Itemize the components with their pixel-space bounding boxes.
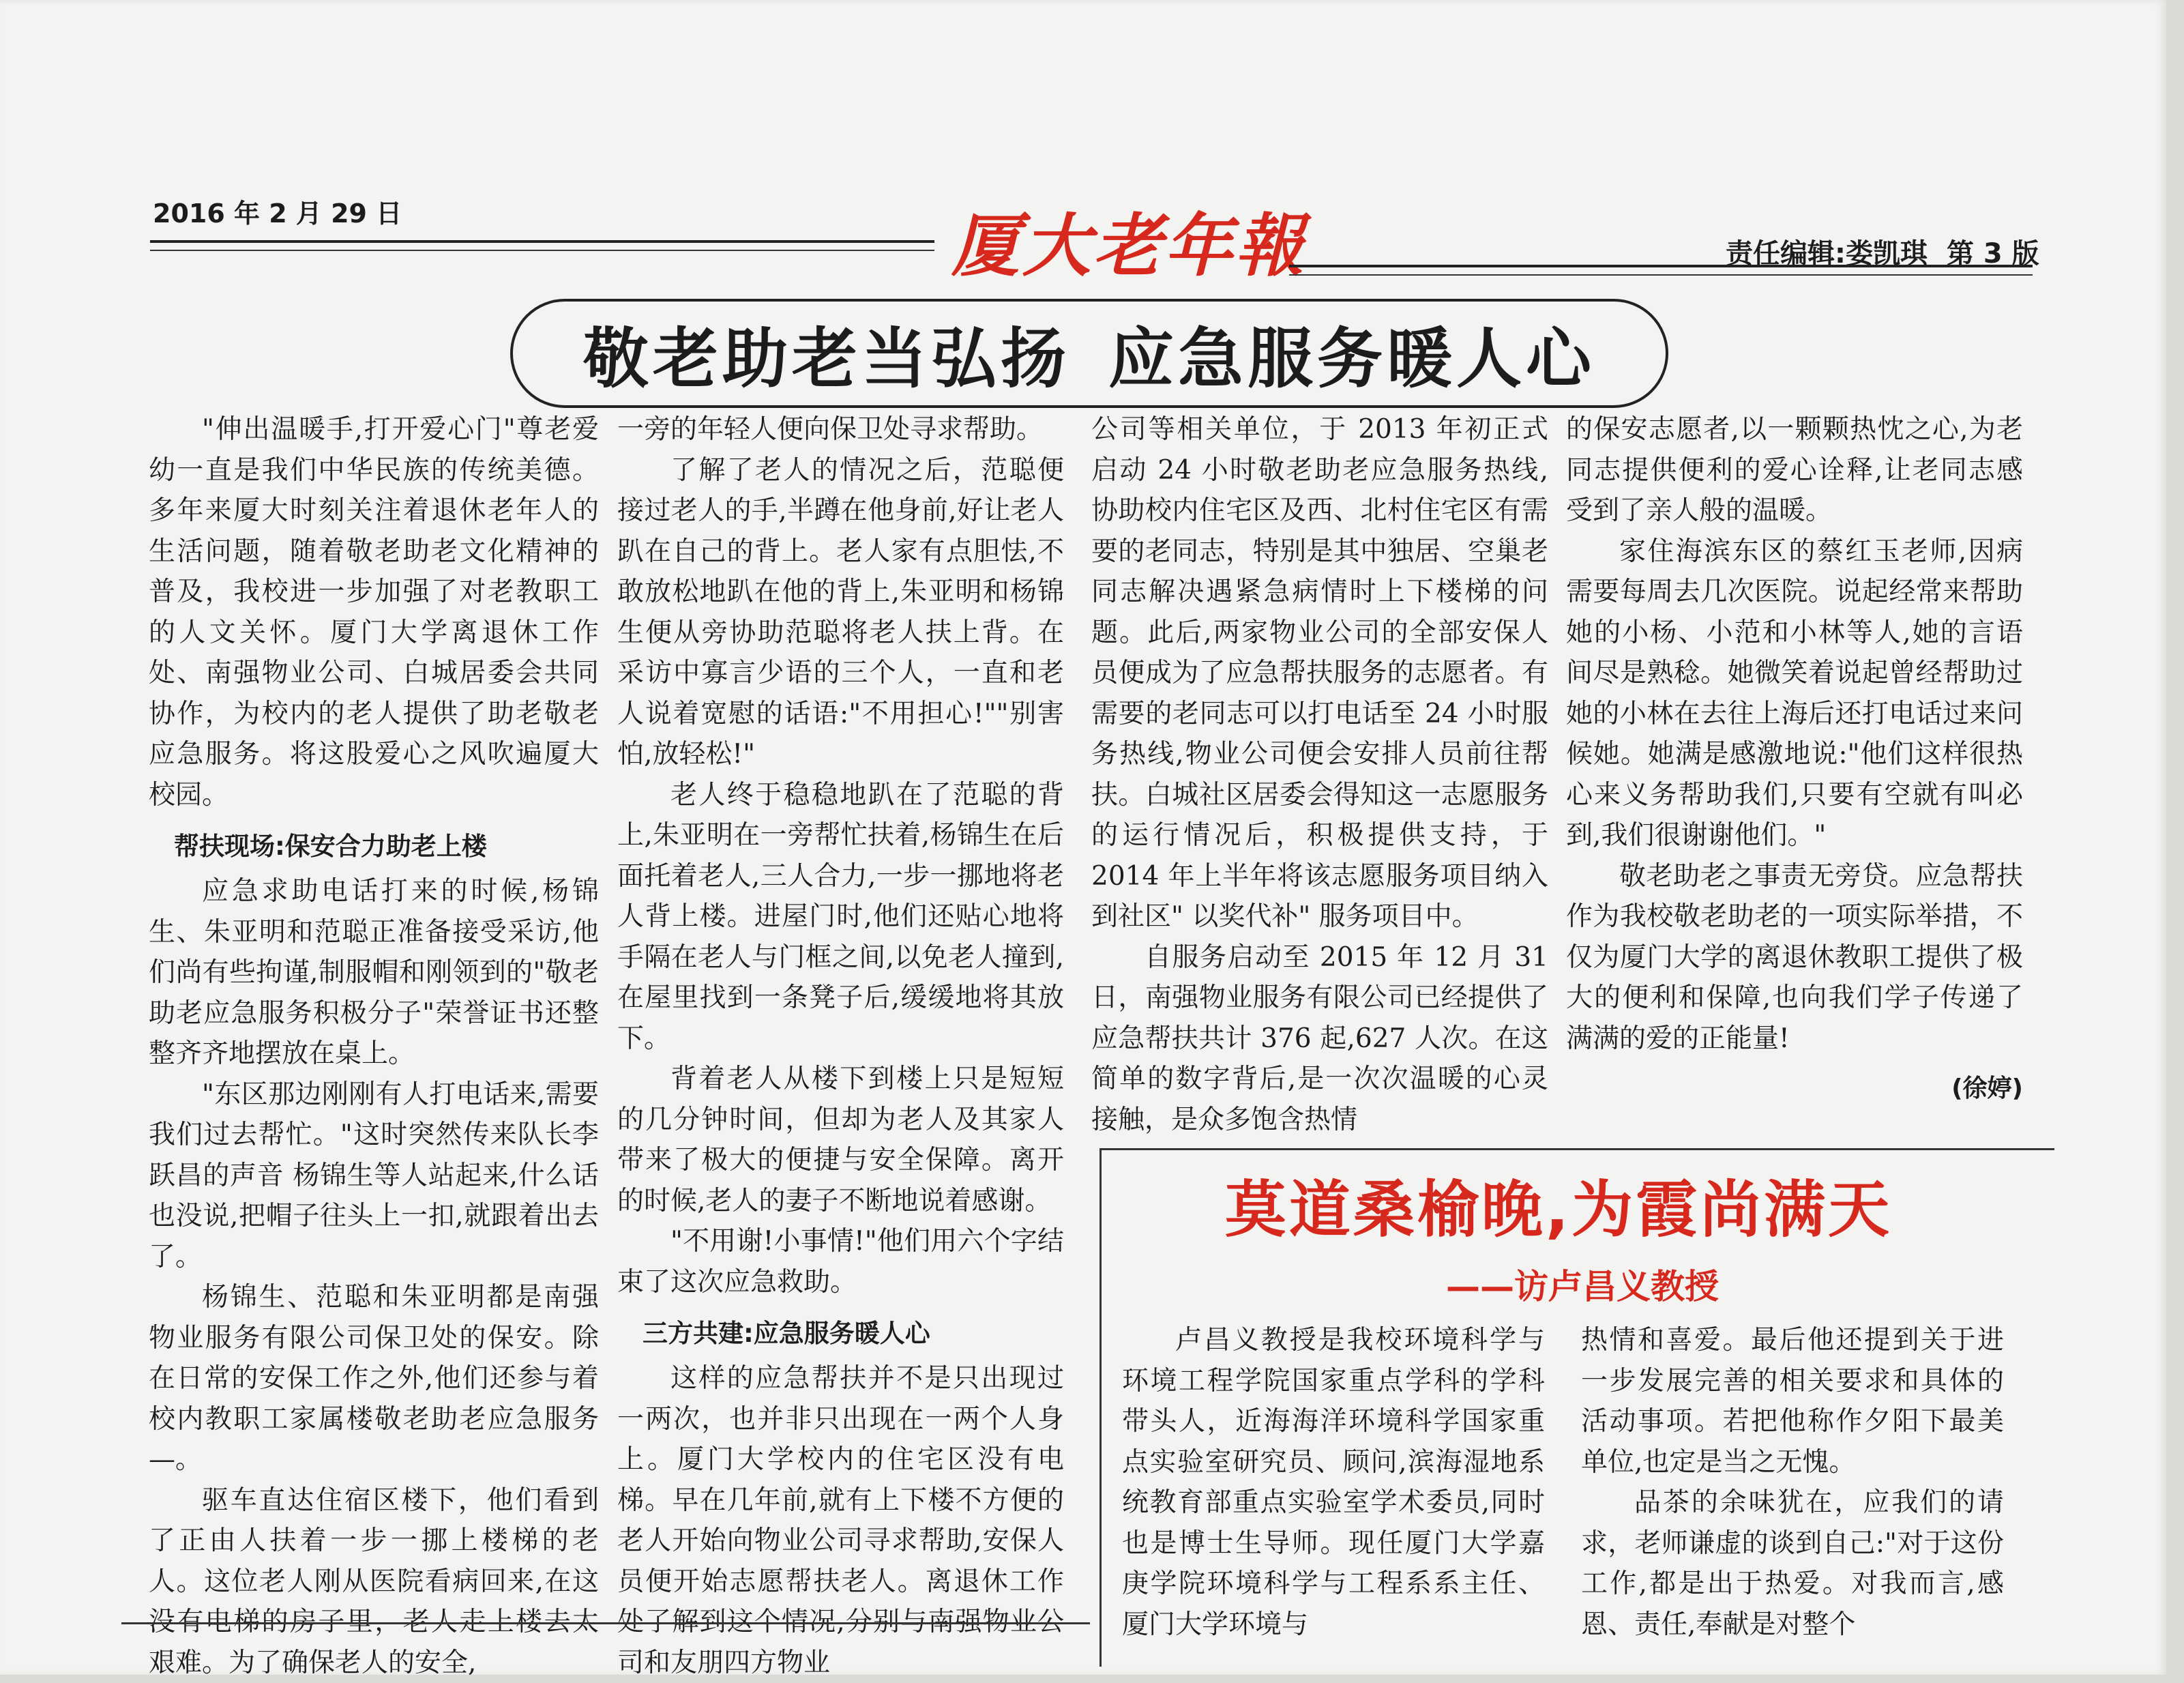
article-byline: (徐婷) (1566, 1068, 2023, 1109)
paragraph: 的保安志愿者,以一颗颗热忱之心,为老同志提供便利的爱心诠释,让老同志感受到了亲人般的温暖。 (1566, 409, 2023, 531)
paragraph: 敬老助老之事责无旁贷。应急帮扶作为我校敬老助老的一项实际举措，不仅为厦门大学的离退休教职工提供了极大的便利和保障,也向我们学子传递了满满的爱的正能量! (1566, 856, 2023, 1059)
paragraph: 驱车直达住宿区楼下，他们看到了正由人扶着一步一挪上楼梯的老人。这位老人刚从医院看病回来,在这没有电梯的房子里，老人走上楼去太艰难。为了确保老人的安全, (149, 1480, 599, 1683)
paragraph: 品茶的余味犹在，应我们的请求，老师谦虚的谈到自己:"对于这份工作,都是出于热爱。对我而言,感恩、责任,奉献是对整个 (1581, 1482, 2004, 1645)
paragraph: 背着老人从楼下到楼上只是短短的几分钟时间，但却为老人及其家人带来了极大的便捷与安全保障。离开的时候,老人的妻子不断地说着感谢。 (617, 1059, 1064, 1221)
article-column-1 (149, 409, 599, 1683)
paragraph: 公司等相关单位，于 2013 年初正式启动 24 小时敬老助老应急服务热线,协助校内住宅区及西、北村住宅区有需要的老同志，特别是其中独居、空巢老同志解决遇紧急病情时上下楼梯的问题。此后,两家物业公司的全部安保人员便成为了应急帮扶服务的志愿者。有需要的老同志可以打电话至 24 小时服务热线,物业公司便会安排人员前往帮扶。白城社区居委会得知这一志愿服务的运行情况后，积极提供支持，于 2014 年上半年将该志愿服务项目纳入到社区" 以奖代补" 服务项目中。 (1091, 409, 1548, 937)
editor-name: 责任编辑:娄凯琪 (1726, 238, 1928, 269)
paragraph: 了解了老人的情况之后，范聪便接过老人的手,半蹲在他身前,好让老人趴在自己的背上。老人家有点胆怯,不敢放松地趴在他的背上,朱亚明和杨锦生便从旁协助范聪将老人扶上背。在采访中寡言少语的三个人，一直和老人说着宽慰的话语:"不用担心!""别害怕,放轻松!" (617, 450, 1064, 775)
issue-date: 2016 年 2 月 29 日 (153, 192, 402, 230)
paragraph: 家住海滨东区的蔡红玉老师,因病需要每周去几次医院。说起经常来帮助她的小杨、小范和小林等人,她的言语间尽是熟稔。她微笑着说起曾经帮助过她的小林在去往上海后还打电话过来问候她。她满是感激地说:"他们这样很热心来义务帮助我们,只要有空就有叫必到,我们很谢谢他们。" (1566, 531, 2023, 856)
masthead-logo: 厦大老年報 (951, 191, 1306, 289)
article-column-4 (1566, 409, 2023, 1109)
main-headline (583, 307, 1595, 400)
paragraph: 杨锦生、范聪和朱亚明都是南强物业服务有限公司保卫处的保安。除在日常的安保工作之外,他们还参与着校内教职工家属楼敬老助老应急服务—。 (149, 1277, 599, 1480)
bottom-rule (121, 1622, 1090, 1624)
section-subhead: 帮扶现场:保安合力助老上楼 (149, 829, 599, 864)
feature-column-right (1581, 1320, 2004, 1645)
paragraph: "伸出温暖手,打开爱心门"尊老爱幼一直是我们中华民族的传统美德。多年来厦大时刻关注着退休老年人的生活问题，随着敬老助老文化精神的普及，我校进一步加强了对老教职工的人文关怀。厦门大学离退休工作处、南强物业公司、白城居委会共同协作，为校内的老人提供了助老敬老应急服务。将这股爱心之风吹遍厦大校园。 (149, 409, 599, 815)
paragraph: "不用谢!小事情!"他们用六个字结束了这次应急救助。 (617, 1221, 1064, 1302)
feature-box-left-rule (1100, 1148, 1102, 1667)
header-rule-right-2 (1289, 274, 2033, 276)
paragraph: "东区那边刚刚有人打电话来,需要我们过去帮忙。"这时突然传来队长李跃昌的声音 杨锦生等人站起来,什么话也没说,把帽子往头上一扣,就跟着出去了。 (149, 1074, 599, 1278)
article-column-2 (617, 409, 1064, 1683)
paragraph: 老人终于稳稳地趴在了范聪的背上,朱亚明在一旁帮忙扶着,杨锦生在后面托着老人,三人合力,一步一挪地将老人背上楼。进屋门时,他们还贴心地将手隔在老人与门框之间,以免老人撞到,在屋里找到一条凳子后,缓缓地将其放下。 (617, 775, 1064, 1059)
paragraph: 自服务启动至 2015 年 12 月 31 日，南强物业服务有限公司已经提供了应急帮扶共计 376 起,627 人次。在这简单的数字背后,是一次次温暖的心灵接触，是众多饱含热情 (1091, 937, 1548, 1141)
article-column-3 (1091, 409, 1548, 1140)
headline-part-2: 应急服务暖人心 (1108, 320, 1595, 397)
feature-box-top-rule (1100, 1148, 2054, 1150)
paragraph: 一旁的年轻人便向保卫处寻求帮助。 (617, 409, 1064, 450)
paragraph: 卢昌义教授是我校环境科学与环境工程学院国家重点学科的学科带头人，近海海洋环境科学国家重点实验室研究员、顾问,滨海湿地系统教育部重点实验室学术委员,同时也是博士生导师。现任厦门大学嘉庚学院环境科学与工程系系主任、厦门大学环境与 (1122, 1320, 1545, 1645)
headline-part-1: 敬老助老当弘扬 (583, 320, 1070, 397)
paragraph: 热情和喜爱。最后他还提到关于进一步发展完善的相关要求和具体的活动事项。若把他称作夕阳下最美单位,也定是当之无愧。 (1581, 1320, 2004, 1482)
paragraph: 这样的应急帮扶并不是只出现过一两次，也并非只出现在一两个人身上。厦门大学校内的住宅区没有电梯。早在几年前,就有上下楼不方便的老人开始向物业公司寻求帮助,安保人员便开始志愿帮扶老人。离退休工作处了解到这个情况,分别与南强物业公司和友朋四方物业 (617, 1358, 1064, 1683)
headline-frame (510, 299, 1668, 408)
feature-column-left (1122, 1320, 1545, 1645)
header-rule-left (150, 240, 934, 243)
paragraph: 应急求助电话打来的时候,杨锦生、朱亚明和范聪正准备接受采访,他们尚有些拘谨,制服帽和刚领到的"敬老助老应急服务积极分子"荣誉证书还整整齐齐地摆放在桌上。 (149, 871, 599, 1074)
header-rule-left-2 (150, 250, 934, 251)
section-subhead: 三方共建:应急服务暖人心 (617, 1316, 1064, 1351)
header-rule-right (1289, 265, 2033, 267)
feature-subtitle: ——访卢昌义教授 (1446, 1259, 1719, 1308)
feature-title: 莫道桑榆晚,为霞尚满天 (1119, 1160, 1998, 1248)
page-number: 第 3 版 (1947, 238, 2039, 269)
